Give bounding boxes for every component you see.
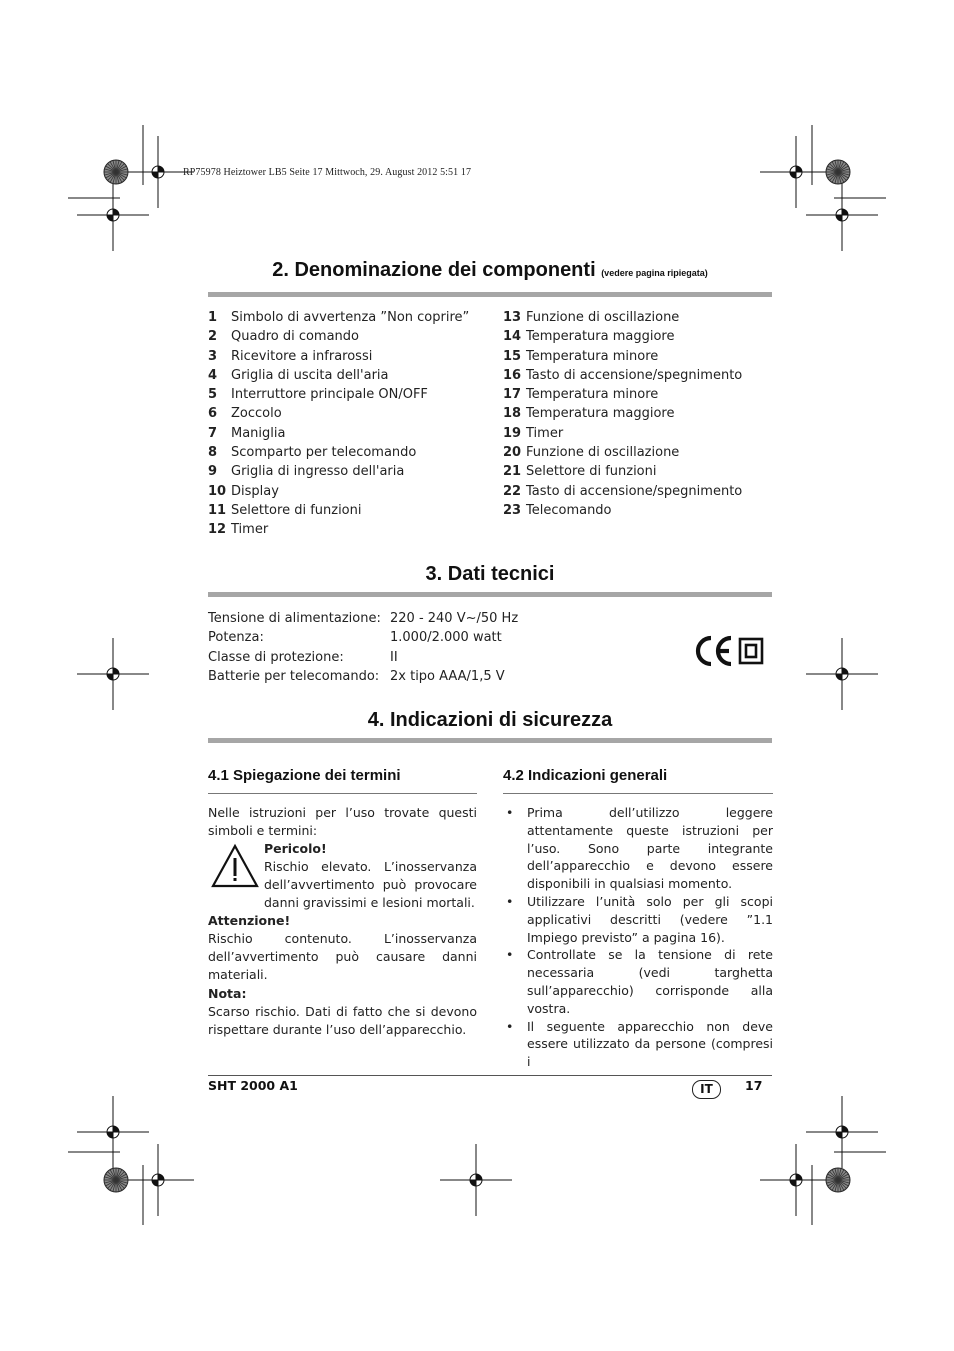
attenzione-text: Rischio contenuto. L’inosservanza dell’avvertimento può causare danni materiali.	[208, 931, 477, 982]
list-item	[503, 893, 773, 946]
component-label: Funzione di oscillazione	[526, 445, 680, 461]
component-item	[208, 404, 469, 423]
registration-fill	[158, 1174, 164, 1180]
component-label: Temperatura minore	[526, 387, 659, 403]
registration-fill	[842, 1126, 848, 1132]
registration-fill	[790, 172, 796, 178]
component-label: Simbolo di avvertenza ”Non coprire”	[231, 310, 470, 325]
list-item-text: Prima dell’utilizzo leggere attentamente queste istruzioni per l’uso. Sono parte integrante dell’apparecchio e devono essere disponibili in qualsiasi momento.	[527, 805, 773, 892]
component-number: 6	[208, 406, 218, 422]
bullet-icon: •	[506, 1018, 514, 1034]
component-item	[208, 366, 469, 385]
nota-label: Nota:	[208, 986, 247, 1001]
component-label: Zoccolo	[231, 406, 282, 422]
subsection-4-1-rule	[208, 793, 477, 794]
component-label: Interruttore principale ON/OFF	[231, 387, 428, 403]
component-number: 8	[208, 445, 218, 461]
general-indications-list	[503, 804, 773, 1071]
component-number: 3	[208, 348, 218, 364]
subsection-4-2-title: 4.2 Indicazioni generali	[503, 767, 668, 784]
registration-fill	[107, 1132, 113, 1138]
registration-fill	[836, 1132, 842, 1138]
component-item	[503, 424, 742, 443]
bullet-icon: •	[506, 805, 514, 820]
component-number: 10	[208, 483, 227, 499]
component-number: 2	[208, 329, 218, 345]
component-number: 19	[503, 425, 522, 441]
ce-mark-icon	[698, 638, 731, 664]
spec-value: 2x tipo AAA/1,5 V	[390, 668, 505, 684]
spec-label: Batterie per telecomando:	[208, 668, 380, 684]
component-label: Scomparto per telecomando	[231, 445, 417, 461]
component-item	[503, 443, 742, 462]
component-item	[503, 501, 742, 520]
subsection-4-2-rule	[503, 793, 773, 794]
registration-fill	[107, 674, 113, 680]
section-4-heading: 4. Indicazioni di sicurezza	[367, 709, 613, 731]
section-3-rule	[208, 592, 772, 597]
spec-row	[208, 609, 518, 628]
component-label: Selettore di funzioni	[231, 502, 362, 518]
component-number: 11	[208, 502, 227, 518]
list-item-text: Utilizzare l’unità solo per gli scopi applicativi descritti (vedere ”1.1 Impiego previsto” a pagina 16).	[527, 893, 773, 945]
component-label: Telecomando	[526, 502, 612, 518]
component-number: 9	[208, 464, 218, 480]
component-number: 12	[208, 522, 227, 538]
component-label: Griglia di uscita dell'aria	[231, 367, 389, 383]
section-4-rule	[208, 738, 772, 743]
component-label: Selettore di funzioni	[526, 464, 657, 480]
list-item-text: Il seguente apparecchio non deve essere utilizzato da persone (compresi i	[527, 1018, 773, 1070]
component-label: Timer	[231, 522, 269, 538]
component-label: Temperatura maggiore	[526, 406, 675, 422]
component-number: 23	[503, 502, 522, 518]
component-item	[503, 366, 742, 385]
registration-fill	[836, 674, 842, 680]
component-label: Griglia di ingresso dell'aria	[231, 464, 405, 480]
pericolo-label: Pericolo!	[264, 841, 327, 856]
component-item	[503, 347, 742, 366]
footer-rule	[208, 1075, 772, 1076]
spec-row	[208, 667, 518, 686]
warning-triangle-icon	[210, 843, 260, 889]
registration-fill	[152, 1180, 158, 1186]
registration-fill	[842, 668, 848, 674]
component-number: 1	[208, 310, 218, 325]
components-list-left	[208, 308, 469, 540]
component-label: Quadro di comando	[231, 329, 360, 345]
components-list-right	[503, 308, 742, 520]
spec-value: 1.000/2.000 watt	[390, 630, 502, 646]
registration-fill	[796, 1174, 802, 1180]
component-label: Ricevitore a infrarossi	[231, 348, 373, 364]
technical-specs	[208, 609, 518, 686]
component-label: Funzione di oscillazione	[526, 310, 680, 325]
component-label: Tasto di accensione/spegnimento	[526, 483, 743, 499]
section-2-rule	[208, 292, 772, 297]
component-item	[208, 424, 469, 443]
registration-fill	[470, 1180, 476, 1186]
component-item	[208, 520, 469, 539]
registration-fill	[158, 166, 164, 172]
component-item	[208, 501, 469, 520]
component-number: 4	[208, 367, 218, 383]
spec-value: 220 - 240 V~/50 Hz	[390, 611, 519, 626]
component-item	[503, 404, 742, 423]
list-item	[503, 1018, 773, 1071]
registration-fill	[152, 172, 158, 178]
component-item	[503, 385, 742, 404]
component-item	[503, 482, 742, 501]
component-item	[208, 308, 469, 327]
list-item-text: Controllate se la tensione di rete necessaria (vedi targhetta sull’apparecchio) corrisponde alla vostra.	[527, 947, 773, 1016]
component-number: 20	[503, 445, 522, 461]
component-item	[208, 347, 469, 366]
spec-row	[208, 648, 518, 667]
page-number: 17	[745, 1078, 763, 1093]
component-number: 21	[503, 464, 522, 480]
registration-fill	[476, 1174, 482, 1180]
language-badge: IT	[692, 1080, 721, 1099]
component-item	[208, 327, 469, 346]
list-item	[503, 946, 773, 1017]
bullet-icon: •	[506, 893, 514, 909]
component-item	[208, 462, 469, 481]
attenzione-label: Attenzione!	[208, 913, 291, 928]
bullet-icon: •	[506, 947, 514, 963]
component-number: 5	[208, 387, 218, 403]
double-square-icon	[740, 639, 762, 663]
component-number: 13	[503, 310, 522, 325]
registration-fill	[836, 215, 842, 221]
component-item	[503, 327, 742, 346]
registration-fill	[796, 166, 802, 172]
section-2-title-note: (vedere pagina ripiegata)	[601, 268, 708, 278]
registration-fill	[113, 1126, 119, 1132]
component-label: Maniglia	[231, 425, 286, 441]
component-number: 17	[503, 387, 522, 403]
component-item	[208, 482, 469, 501]
footer-model: SHT 2000 A1	[208, 1078, 298, 1093]
component-item	[208, 443, 469, 462]
component-item	[208, 385, 469, 404]
component-number: 7	[208, 425, 218, 441]
component-label: Temperatura maggiore	[526, 329, 675, 345]
terms-intro: Nelle istruzioni per l’uso trovate questi simboli e termini:	[208, 805, 477, 838]
registration-fill	[113, 668, 119, 674]
spec-label: Potenza:	[208, 630, 264, 646]
component-number: 15	[503, 348, 522, 364]
section-3-heading: 3. Dati tecnici	[425, 563, 555, 585]
component-number: 16	[503, 367, 522, 383]
spec-row	[208, 628, 518, 647]
component-number: 22	[503, 483, 522, 499]
registration-fill	[842, 209, 848, 215]
nota-text: Scarso rischio. Dati di fatto che si devono rispettare durante l’uso dell’apparecchio.	[208, 1004, 477, 1037]
component-label: Temperatura minore	[526, 348, 659, 364]
ce-class2-marks	[692, 632, 766, 670]
subsection-4-1-title: 4.1 Spiegazione dei termini	[208, 767, 401, 784]
spec-label: Tensione di alimentazione:	[208, 611, 381, 626]
list-item	[503, 804, 773, 893]
component-label: Tasto di accensione/spegnimento	[526, 367, 743, 383]
registration-fill	[113, 209, 119, 215]
component-number: 14	[503, 329, 522, 345]
component-label: Timer	[526, 425, 564, 441]
spec-value: II	[390, 649, 398, 665]
component-item	[503, 462, 742, 481]
pericolo-text: Rischio elevato. L’inosservanza dell’avvertimento può provocare danni gravissimi e lesioni mortali.	[264, 859, 477, 910]
spec-label: Classe di protezione:	[208, 649, 344, 665]
print-slug-line: RP75978 Heiztower LB5 Seite 17 Mittwoch, 29. August 2012 5:51 17	[183, 167, 472, 178]
section-2-title: 2. Denominazione dei componenti	[272, 259, 596, 281]
component-label: Display	[231, 483, 279, 499]
registration-fill	[107, 215, 113, 221]
component-number: 18	[503, 406, 522, 422]
component-item	[503, 308, 742, 327]
section-2-heading	[208, 259, 772, 282]
registration-fill	[790, 1180, 796, 1186]
